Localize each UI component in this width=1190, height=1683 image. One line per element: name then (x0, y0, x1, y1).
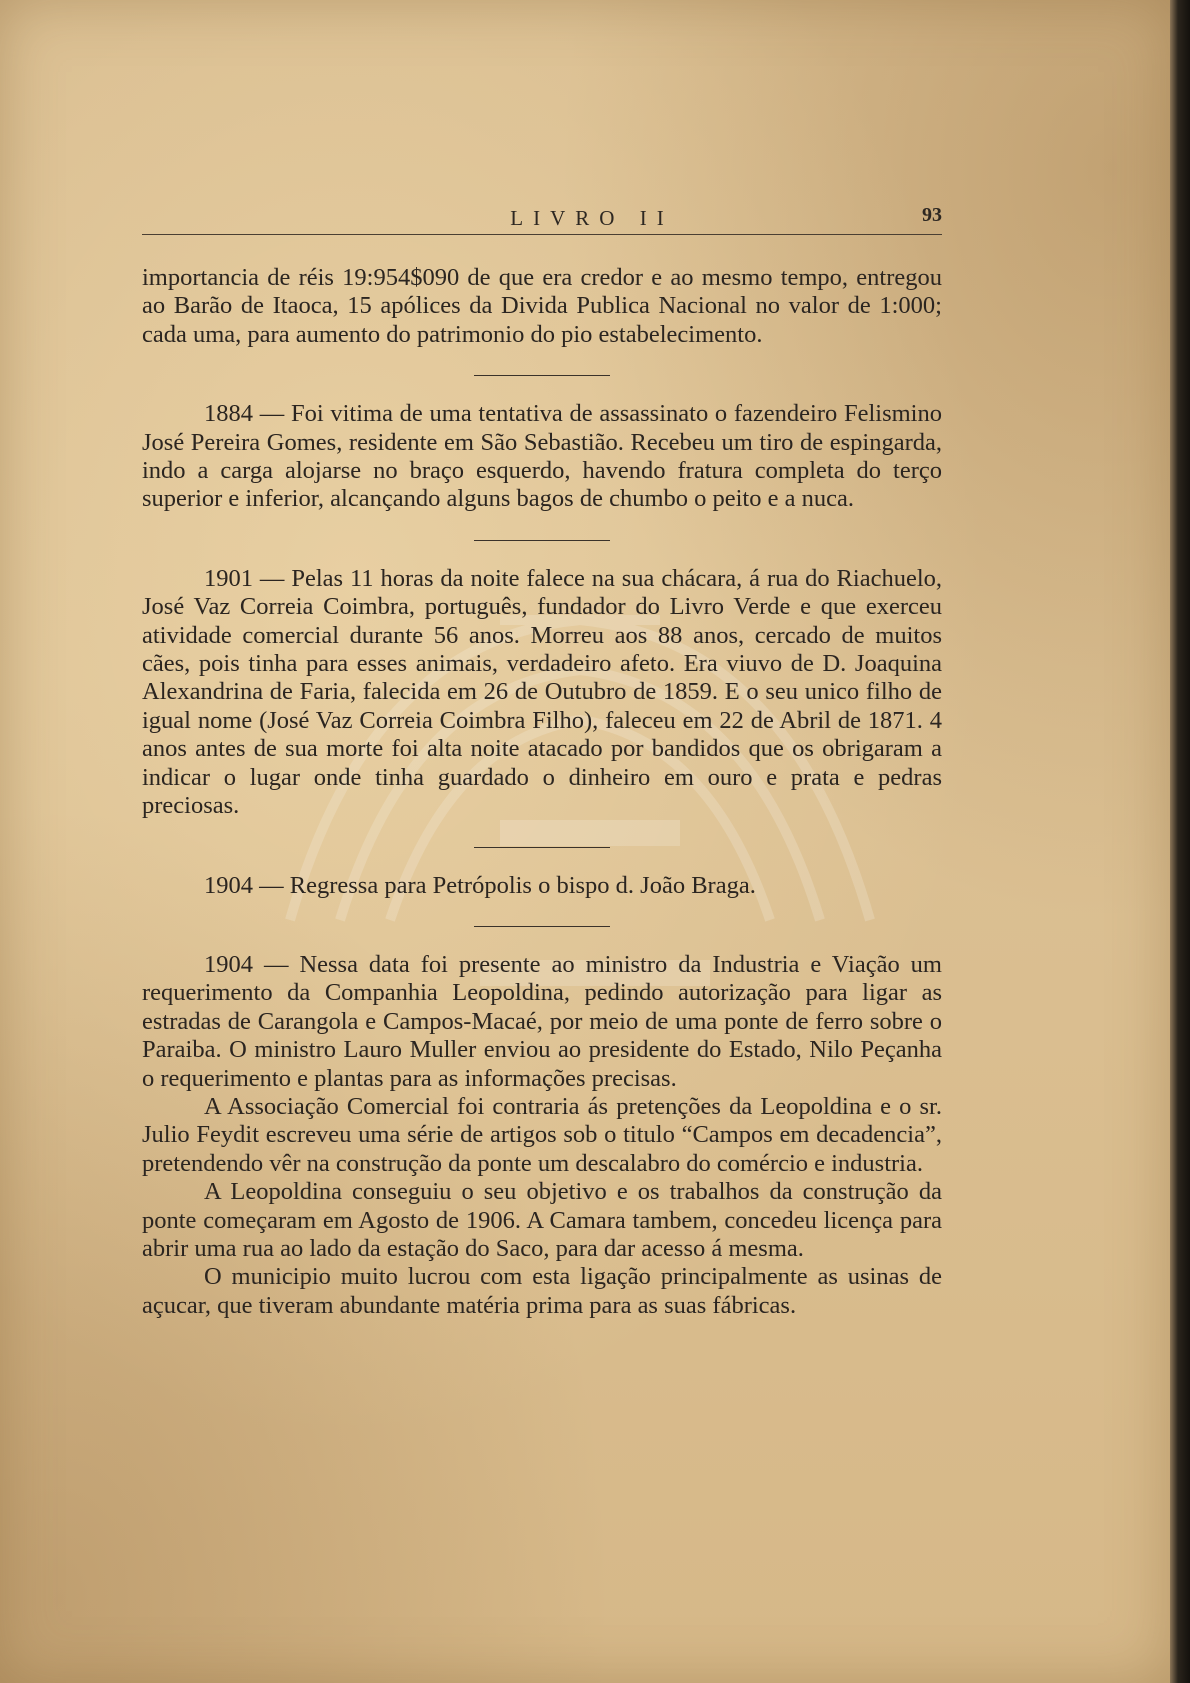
entry-1904-bispo: 1904 — Regressa para Petrópolis o bispo d. João Braga. (204, 871, 756, 899)
section-separator (474, 540, 610, 541)
running-title: LIVRO II (510, 206, 674, 230)
entry-1884: 1884 — Foi vitima de uma tentativa de assassinato o fazendeiro Felismino José Pereira Gomes, residente em São Sebastião. Recebeu um tiro de espingarda, indo a carga alojarse no braço esquerdo, havendo fratura completa do terço superior e inferior, alcançando alguns bagos de chumbo o peito e a nuca. (142, 400, 942, 513)
page-edge (1170, 0, 1190, 1683)
paragraph-associacao: A Associação Comercial foi contraria ás pretenções da Leopoldina e o sr. Julio Feydit escreveu uma série de artigos sob o titulo “Campos em decadencia”, pretendendo vêr na construção da ponte um descalabro do comércio e industria. (142, 1092, 942, 1177)
section-separator (474, 847, 610, 848)
paragraph-municipio: O municipio muito lucrou com esta ligação principalmente as usinas de açucar, que tiveram abundante matéria prima para as suas fábricas. (142, 1263, 942, 1319)
paragraph-leopoldina: A Leopoldina conseguiu o seu objetivo e os trabalhos da construção da ponte começaram em Agosto de 1906. A Camara tambem, concedeu licença para abrir uma rua ao lado da estação do Saco, para dar acesso á mesma. (142, 1178, 942, 1262)
page-number: 93 (922, 204, 942, 226)
section-separator (474, 926, 610, 927)
entry-1904-ponte: 1904 — Nessa data foi presente ao ministro da Industria e Viação um requerimento da Companhia Leopoldina, pedindo autorização para ligar as estradas de Carangola e Campos-Macaé, por meio de uma ponte de ferro sobre o Paraiba. O ministro Lauro Muller enviou ao presidente do Estado, Nilo Peçanha o requerimento e plantas para as informações precisas. (142, 950, 942, 1092)
section-separator (474, 375, 610, 376)
entry-1901: 1901 — Pelas 11 horas da noite falece na sua chácara, á rua do Riachuelo, José Vaz Correia Coimbra, português, fundador do Livro Verde e que exerceu atividade comercial durante 56 anos. Morreu aos 88 anos, cercado de muitos cães, pois tinha para esses animais, verdadeiro afeto. Era viuvo de D. Joaquina Alexandrina de Faria, falecida em 26 de Outubro de 1859. E o seu unico filho de igual nome (José Vaz Correia Coimbra Filho), faleceu em 22 de Abril de 1871. 4 anos antes de sua morte foi alta noite atacado por bandidos que os obrigaram a indicar o lugar onde tinha guardado o dinheiro em ouro e prata e pedras preciosas. (142, 564, 942, 820)
body-text (142, 264, 942, 1320)
page-header (142, 200, 942, 235)
paragraph-continuation: importancia de réis 19:954$090 de que era credor e ao mesmo tempo, entregou ao Barão de Itaoca, 15 apólices da Divida Publica Nacional no valor de 1:000; cada uma, para aumento do patrimonio do pio estabelecimento. (142, 264, 942, 348)
